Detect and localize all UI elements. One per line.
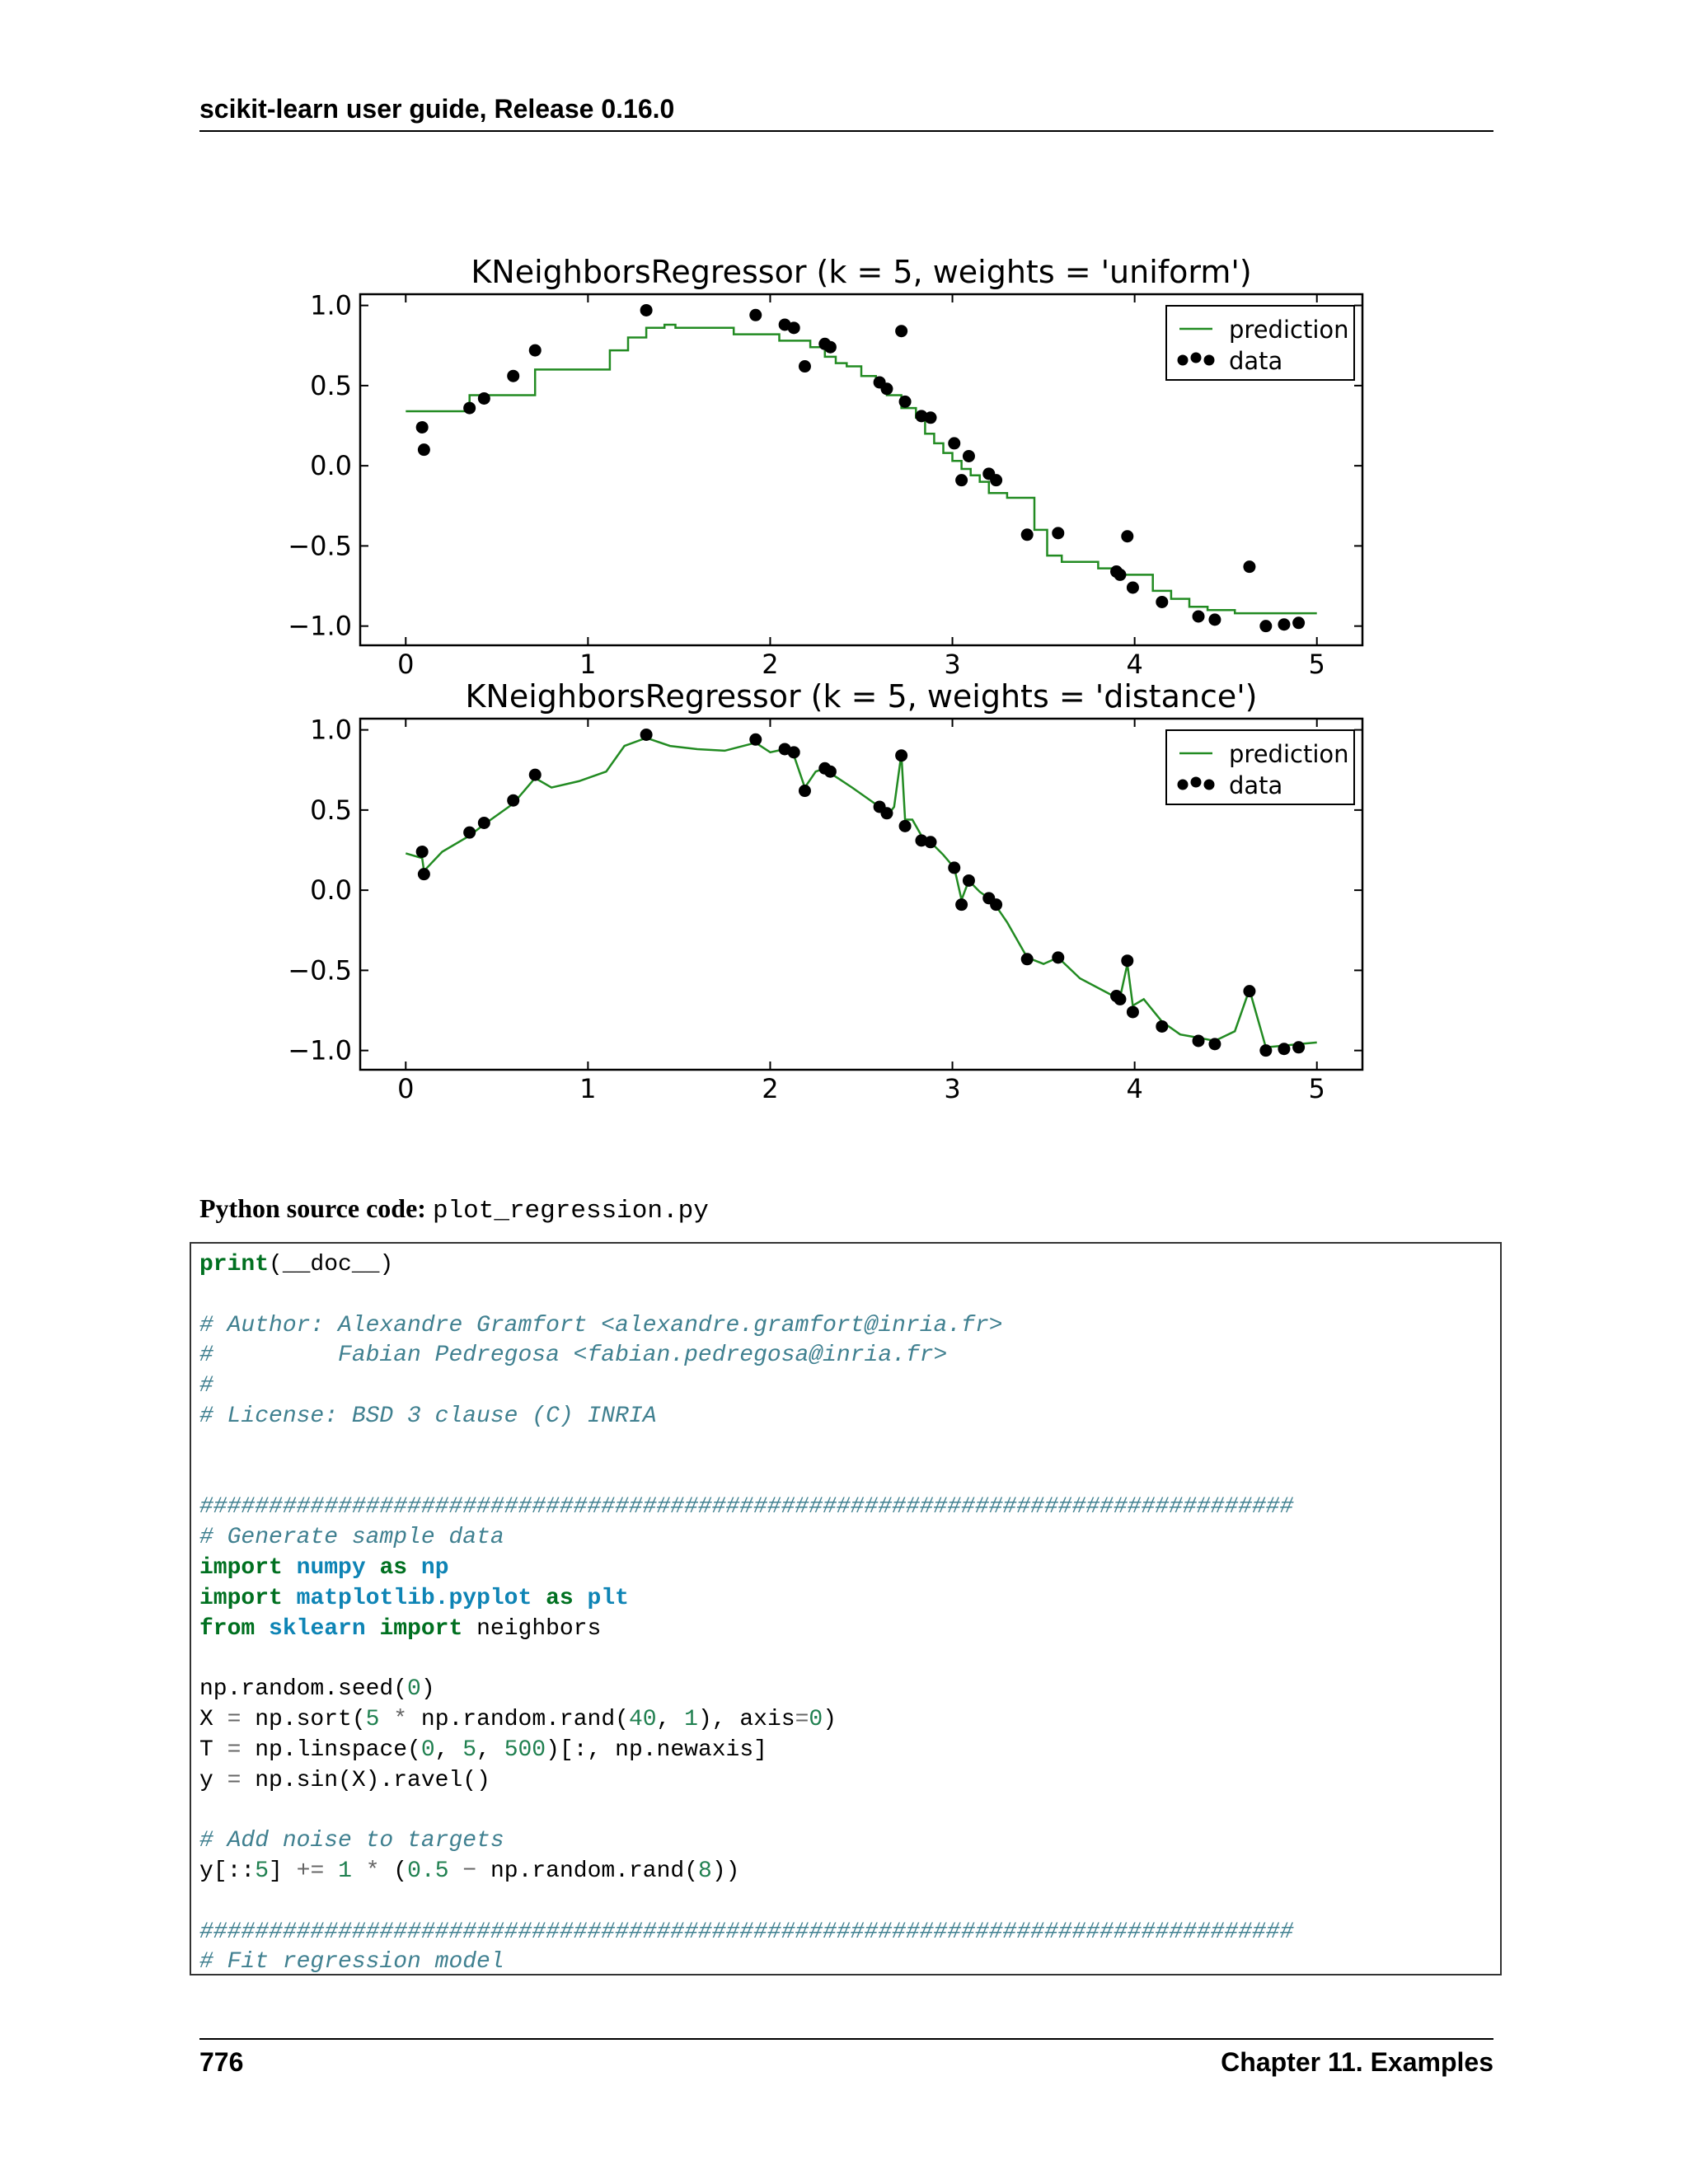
caption-label: Python source code:: [199, 1193, 426, 1223]
source-caption: [199, 1193, 709, 1226]
x-tick-label: 2: [762, 1073, 779, 1104]
code-token: ,: [434, 1736, 463, 1763]
code-comment: # Fit regression model: [199, 1949, 504, 1975]
data-point: [1243, 560, 1255, 573]
data-point: [1243, 985, 1255, 997]
data-point: [529, 769, 542, 781]
code-token: ]: [269, 1858, 297, 1884]
data-point: [880, 382, 893, 395]
running-header: scikit-learn user guide, Release 0.16.0: [199, 94, 675, 124]
code-listing: [190, 1242, 1502, 1975]
data-point: [1208, 613, 1221, 626]
code-token: (: [379, 1858, 408, 1884]
y-tick-label: 1.0: [310, 714, 352, 746]
code-token: as: [546, 1585, 574, 1611]
code-op: *: [393, 1706, 408, 1732]
source-filename: plot_regression.py: [432, 1197, 709, 1226]
legend-label: prediction: [1229, 316, 1349, 344]
x-tick-label: 0: [397, 1073, 415, 1104]
data-point: [799, 785, 811, 797]
legend-label: data: [1229, 347, 1283, 375]
data-point: [948, 437, 960, 449]
data-point: [963, 874, 975, 887]
data-point: [1193, 610, 1205, 622]
data-point: [799, 360, 811, 373]
data-point: [925, 836, 937, 848]
data-point: [990, 898, 1002, 911]
code-number: 0.5: [407, 1858, 449, 1884]
footer-rule: [199, 2038, 1493, 2040]
code-token: np.random.seed(: [199, 1676, 408, 1703]
code-token: ,: [476, 1736, 504, 1763]
chart-legend: [1166, 730, 1354, 804]
code-comment: # Author: Alexandre Gramfort <alexandre.gramfort@inria.fr>: [199, 1312, 1003, 1338]
data-point: [1127, 1005, 1139, 1018]
chart-panel-2: [288, 678, 1362, 1104]
data-point: [463, 402, 476, 415]
x-tick-label: 1: [579, 649, 597, 680]
x-tick-label: 1: [579, 1073, 597, 1104]
legend-marker-swatch: [1191, 777, 1202, 788]
code-token: (__doc__): [269, 1252, 394, 1277]
code-token: np.sort(: [241, 1706, 366, 1732]
data-point: [1021, 528, 1034, 541]
code-token: matplotlib.pyplot: [296, 1585, 532, 1611]
code-number: 0: [420, 1736, 435, 1763]
code-token: np.linspace(: [241, 1736, 421, 1763]
legend-marker-swatch: [1178, 355, 1189, 366]
data-point: [955, 898, 968, 911]
data-point: [895, 325, 907, 337]
code-token: T: [199, 1736, 227, 1763]
code-op: +=: [296, 1858, 325, 1884]
data-point: [1156, 596, 1168, 608]
code-token: )[:, np.newaxis]: [546, 1736, 767, 1763]
data-point: [1278, 1043, 1290, 1055]
data-point: [1292, 616, 1305, 629]
legend-marker-swatch: [1204, 355, 1215, 366]
data-point: [418, 868, 430, 880]
data-point: [1259, 1044, 1272, 1057]
code-token: import: [199, 1585, 283, 1611]
y-tick-label: 0.0: [310, 874, 352, 907]
code-comment: # Generate sample data: [199, 1525, 504, 1551]
data-point: [1121, 954, 1133, 967]
y-tick-label: −1.0: [288, 1034, 352, 1066]
code-op: =: [227, 1736, 241, 1763]
code-comment: # License: BSD 3 clause (C) INRIA: [199, 1403, 657, 1429]
data-point: [640, 304, 653, 316]
data-point: [478, 817, 490, 829]
code-comment: #: [199, 1373, 213, 1399]
code-comment: ###############################################################################: [199, 1494, 1294, 1521]
legend-marker-swatch: [1204, 780, 1215, 790]
code-token: import: [379, 1615, 463, 1642]
data-point: [925, 411, 937, 424]
code-token: ): [420, 1676, 435, 1703]
code-token: neighbors: [476, 1615, 602, 1642]
code-token: ), axis: [697, 1706, 795, 1732]
x-tick-label: 2: [762, 649, 779, 680]
regression-figure: [272, 247, 1393, 1121]
code-token: plt: [587, 1585, 629, 1611]
data-point: [955, 474, 968, 486]
legend-marker-swatch: [1178, 780, 1189, 790]
chapter-title: Chapter 11. Examples: [1221, 2047, 1493, 2077]
y-tick-label: 0.5: [310, 369, 352, 401]
code-number: 5: [255, 1858, 270, 1884]
code-token: )): [711, 1858, 740, 1884]
legend-label: prediction: [1229, 740, 1349, 768]
code-number: 500: [504, 1736, 546, 1763]
code-comment: ###############################################################################: [199, 1919, 1294, 1945]
code-token: print: [199, 1252, 270, 1277]
data-point: [529, 344, 542, 357]
data-point: [1114, 569, 1126, 581]
code-number: 5: [365, 1706, 380, 1732]
legend-marker-swatch: [1191, 353, 1202, 363]
data-point: [824, 766, 837, 778]
x-tick-label: 0: [397, 649, 415, 680]
data-point: [1208, 1038, 1221, 1050]
data-point: [1193, 1034, 1205, 1047]
data-point: [478, 392, 490, 405]
data-point: [463, 827, 476, 839]
code-comment: # Fabian Pedregosa <fabian.pedregosa@inria.fr>: [199, 1343, 948, 1369]
code-number: 40: [628, 1706, 657, 1732]
x-tick-label: 5: [1308, 1073, 1325, 1104]
data-point: [640, 729, 653, 741]
chart-panel-1: [288, 254, 1362, 680]
code-comment: # Add noise to targets: [199, 1828, 504, 1854]
code-token: ,: [656, 1706, 685, 1732]
data-point: [1156, 1020, 1168, 1033]
code-token: ): [823, 1706, 837, 1732]
chart-legend: [1166, 306, 1354, 380]
data-point: [990, 474, 1002, 486]
code-token: sklearn: [269, 1615, 366, 1642]
data-point: [880, 807, 893, 819]
data-point: [1052, 527, 1064, 539]
data-point: [749, 309, 762, 321]
data-point: [507, 794, 519, 807]
code-token: X: [199, 1706, 227, 1732]
code-op: −: [462, 1858, 477, 1884]
data-point: [1278, 618, 1290, 630]
data-point: [1114, 993, 1126, 1005]
data-point: [749, 733, 762, 746]
data-point: [1021, 953, 1034, 965]
code-op: =: [795, 1706, 809, 1732]
code-number: 8: [698, 1858, 712, 1884]
data-point: [824, 341, 837, 354]
code-number: 0: [809, 1706, 823, 1732]
code-token: np.sin(X).ravel(): [241, 1767, 490, 1793]
data-point: [507, 370, 519, 382]
code-token: as: [379, 1554, 408, 1581]
code-token: np.random.rand(: [407, 1706, 629, 1732]
code-number: 1: [338, 1858, 352, 1884]
y-tick-label: 0.0: [310, 450, 352, 482]
chart-title: KNeighborsRegressor (k = 5, weights = 'distance'): [465, 678, 1258, 715]
code-number: 0: [407, 1676, 421, 1703]
data-point: [418, 443, 430, 456]
x-tick-label: 5: [1308, 649, 1325, 680]
x-tick-label: 3: [944, 649, 961, 680]
data-point: [1127, 581, 1139, 593]
code-number: 1: [684, 1706, 698, 1732]
header-rule: [199, 130, 1493, 132]
y-tick-label: −1.0: [288, 610, 352, 642]
data-point: [788, 321, 800, 334]
data-point: [948, 861, 960, 874]
code-token: import: [199, 1554, 283, 1581]
data-point: [895, 749, 907, 762]
data-point: [1052, 951, 1064, 963]
code-token: numpy: [296, 1554, 366, 1581]
code-op: *: [365, 1858, 380, 1884]
chart-title: KNeighborsRegressor (k = 5, weights = 'uniform'): [471, 254, 1252, 290]
code-token: y: [199, 1767, 227, 1793]
data-point: [1259, 620, 1272, 632]
y-tick-label: −0.5: [288, 954, 352, 987]
code-op: =: [227, 1706, 241, 1732]
data-point: [963, 450, 975, 462]
x-tick-label: 4: [1126, 1073, 1143, 1104]
data-point: [788, 746, 800, 758]
code-number: 5: [462, 1736, 477, 1763]
y-tick-label: 1.0: [310, 289, 352, 321]
code-token: y[::: [199, 1858, 256, 1884]
code-token: np: [420, 1554, 449, 1581]
code-op: =: [227, 1767, 241, 1793]
code-text: [191, 1244, 1500, 1975]
code-token: np.random.rand(: [476, 1858, 698, 1884]
code-token: from: [199, 1615, 256, 1642]
y-tick-label: −0.5: [288, 530, 352, 562]
data-point: [899, 396, 912, 408]
data-point: [416, 421, 429, 434]
data-point: [1121, 530, 1133, 542]
data-point: [416, 846, 429, 858]
x-tick-label: 3: [944, 1073, 961, 1104]
y-tick-label: 0.5: [310, 794, 352, 826]
x-tick-label: 4: [1126, 649, 1143, 680]
data-point: [1292, 1041, 1305, 1053]
page-number: 776: [199, 2047, 244, 2077]
data-point: [899, 820, 912, 832]
legend-label: data: [1229, 771, 1283, 799]
